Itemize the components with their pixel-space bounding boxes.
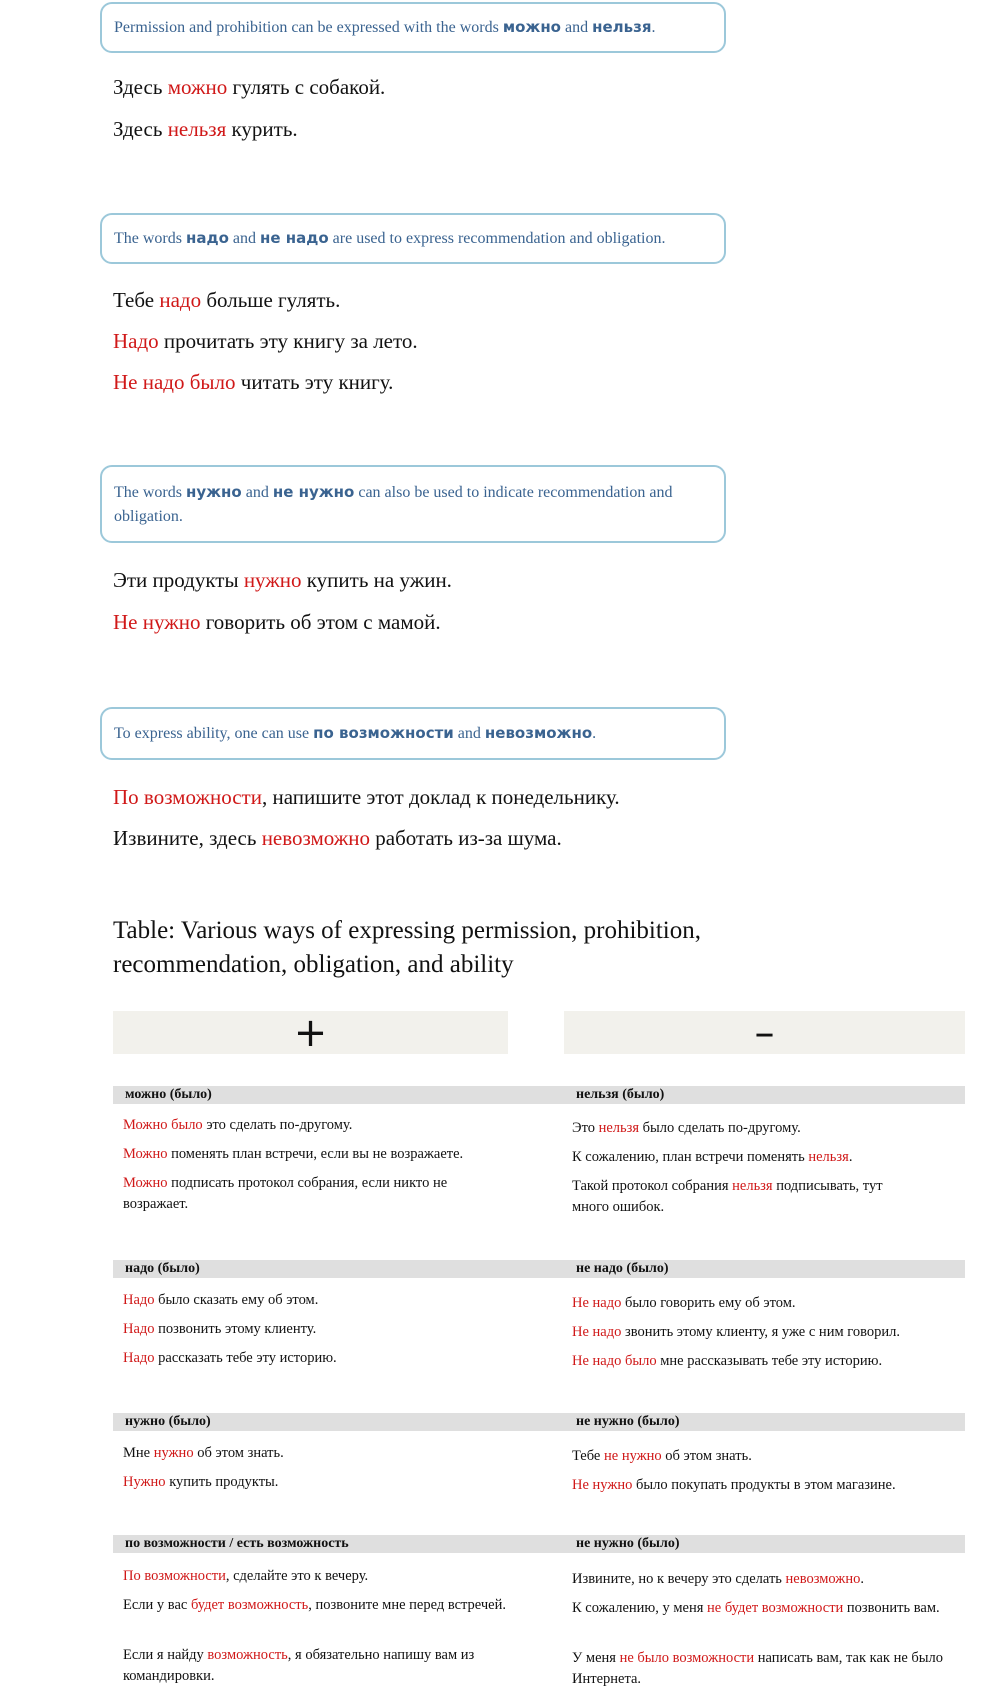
table-example: Не надо было мне рассказывать тебе эту историю. [572, 1353, 883, 1369]
table-example: Это нельзя было сделать по-другому. [572, 1120, 801, 1136]
example-sentence: Эти продукты нужно купить на ужин. [113, 568, 452, 592]
example-sentence: Извините, здесь невозможно работать из-за шума. [113, 826, 562, 850]
info-note [100, 213, 726, 264]
table-example: Тебе не нужно об этом знать. [572, 1448, 752, 1464]
row-header-left: по возможности / есть возможность [113, 1535, 565, 1553]
table-example: Можно поменять план встречи, если вы не возражаете. [123, 1146, 464, 1162]
row-header-left: надо (было) [113, 1260, 565, 1278]
row-header-right: нельзя (было) [564, 1086, 965, 1104]
plus-sign: + [293, 1009, 328, 1056]
table-example: Не нужно было покупать продукты в этом магазине. [572, 1477, 896, 1493]
info-note [100, 707, 726, 760]
info-note-text: Permission and prohibition can be expressed with the words можно and нельзя. [114, 18, 656, 36]
info-note-text: The words нужно and не нужно can also be used to indicate recommendation and obligation. [114, 482, 673, 525]
example-sentence: Тебе надо больше гулять. [113, 288, 341, 312]
row-header-left: можно (было) [113, 1086, 565, 1104]
highlighted-word: Надо [113, 329, 159, 353]
example-sentence: Здесь нельзя курить. [113, 117, 298, 141]
highlighted-word: Не нужно [113, 610, 201, 634]
table-example: Извините, но к вечеру это сделать невозможно. [572, 1571, 864, 1587]
table-example: Если у вас будет возможность, позвоните мне перед встречей. [123, 1597, 506, 1613]
plus-column-header [113, 1011, 508, 1054]
minus-sign: – [754, 1009, 775, 1056]
table-example: По возможности, сделайте это к вечеру. [123, 1568, 369, 1584]
table-example: К сожалению, у меня не будет возможности позвонить вам. [572, 1600, 940, 1616]
table-title: Table: Various ways of expressing permission, prohibition, recommendation, obligation, and ability [113, 917, 701, 978]
row-header-right: не надо (было) [564, 1260, 965, 1278]
highlighted-word: невозможно [261, 826, 371, 850]
table-example: У меня не было возможности написать вам, так как не было Интернета. [572, 1650, 944, 1687]
info-note-text: To express ability, one can use по возможности and невозможно. [114, 724, 597, 742]
table-example: Такой протокол собрания нельзя подписывать, тут много ошибок. [572, 1178, 883, 1215]
table-example: Надо рассказать тебе эту историю. [123, 1350, 337, 1366]
row-header-right: не нужно (было) [564, 1535, 965, 1553]
highlighted-word: нужно [243, 568, 302, 592]
example-sentence: Здесь можно гулять с собакой. [113, 75, 386, 99]
info-note-text: The words надо and не надо are used to express recommendation and obligation. [114, 229, 666, 247]
row-header-left: нужно (было) [113, 1413, 565, 1431]
table-example: Нужно купить продукты. [123, 1474, 279, 1490]
table-example: К сожалению, план встречи поменять нельзя. [572, 1149, 853, 1165]
table-example: Мне нужно об этом знать. [123, 1445, 284, 1461]
minus-column-header [564, 1011, 965, 1054]
highlighted-word: По возможности [113, 785, 262, 809]
table-example: Не надо звонить этому клиенту, я уже с ним говорил. [572, 1324, 900, 1340]
highlighted-word: надо [159, 288, 202, 312]
info-note [100, 465, 726, 543]
info-note [100, 2, 726, 53]
example-sentence: Надо прочитать эту книгу за лето. [113, 329, 418, 353]
table-example: Надо было сказать ему об этом. [123, 1292, 319, 1308]
highlighted-word: Не надо было [113, 370, 236, 394]
table-example: Не надо было говорить ему об этом. [572, 1295, 796, 1311]
table-example: Надо позвонить этому клиенту. [123, 1321, 317, 1337]
table-example: Если я найду возможность, я обязательно напишу вам из командировки. [123, 1647, 475, 1684]
highlighted-word: можно [167, 75, 228, 99]
table-example: Можно подписать протокол собрания, если никто не возражает. [123, 1175, 448, 1212]
row-header-right: не нужно (было) [564, 1413, 965, 1431]
highlighted-word: нельзя [167, 117, 227, 141]
example-sentence: Не нужно говорить об этом с мамой. [113, 610, 441, 634]
example-sentence: По возможности, напишите этот доклад к понедельнику. [113, 785, 620, 809]
table-example: Можно было это сделать по-другому. [123, 1117, 353, 1133]
example-sentence: Не надо было читать эту книгу. [113, 370, 394, 394]
